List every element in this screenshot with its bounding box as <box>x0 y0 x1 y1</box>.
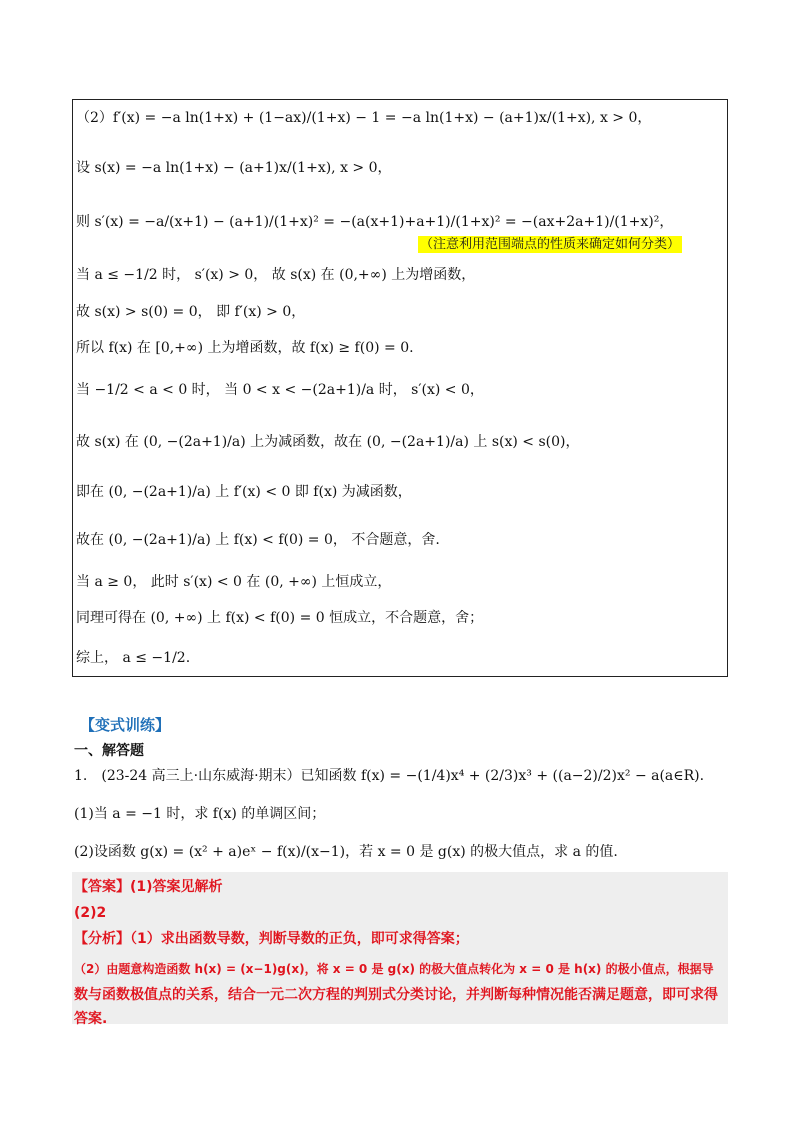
solution-line-13: 综上， a ≤ −1/2. <box>76 650 191 666</box>
analysis-line-2: （2）由题意构造函数 h(x) = (x−1)g(x)，将 x = 0 是 g(x) 的极大值点转化为 x = 0 是 h(x) 的极小值点，根据导 <box>74 962 714 976</box>
solution-line-9: 即在 (0, −(2a+1)/a) 上 f′(x) < 0 即 f(x) 为减函数， <box>76 484 412 500</box>
solution-line-3-text: 则 s′(x) = −a/(x+1) − (a+1)/(1+x)² = −(a(x+1)+a+1)/(1+x)² = −(ax+2a+1)/(1+x)²， <box>76 214 674 230</box>
analysis-line-1: 【分析】（1）求出函数导数，判断导数的正负，即可求得答案； <box>74 931 469 947</box>
variation-title: 【变式训练】 <box>80 716 171 734</box>
question-part-1: (1)当 a = −1 时，求 f(x) 的单调区间； <box>74 806 326 822</box>
solution-line-7: 当 −1/2 < a < 0 时， 当 0 < x < −(2a+1)/a 时， s′(x) < 0， <box>76 382 484 398</box>
solution-line-8: 故 s(x) 在 (0, −(2a+1)/a) 上为减函数，故在 (0, −(2a+1)/a) 上 s(x) < s(0)， <box>76 434 580 450</box>
question-stem: 1. (23-24 高三上·山东威海·期末）已知函数 f(x) = −(1/4)x⁴ + (2/3)x³ + ((a−2)/2)x² − a(a∈R). <box>74 768 705 784</box>
answer-line-1: 【答案】(1)答案见解析 <box>74 879 223 895</box>
solution-line-1: （2）f′(x) = −a ln(1+x) + (1−ax)/(1+x) − 1 = −a ln(1+x) − (a+1)x/(1+x), x > 0， <box>76 110 652 126</box>
analysis-line-4: 答案. <box>74 1011 108 1027</box>
highlight-note <box>418 234 682 255</box>
solution-line-3 <box>76 212 673 232</box>
highlight-note-text: （注意利用范围端点的性质来确定如何分类） <box>420 237 681 252</box>
analysis-line-3: 数与函数极值点的关系，结合一元二次方程的判别式分类讨论，并判断每种情况能否满足题意，即可求得 <box>74 987 718 1003</box>
solution-line-5: 故 s(x) > s(0) = 0， 即 f′(x) > 0， <box>76 304 306 320</box>
solution-line-10: 故在 (0, −(2a+1)/a) 上 f(x) < f(0) = 0， 不合题意，舍. <box>76 532 440 548</box>
answer-line-2: (2)2 <box>74 905 107 921</box>
solution-line-11: 当 a ≥ 0， 此时 s′(x) < 0 在 (0, +∞) 上恒成立， <box>76 574 392 590</box>
solution-line-4: 当 a ≤ −1/2 时， s′(x) > 0， 故 s(x) 在 (0,+∞) 上为增函数， <box>76 267 476 283</box>
solution-line-12: 同理可得在 (0, +∞) 上 f(x) < f(0) = 0 恒成立，不合题意，舍； <box>76 610 484 626</box>
solution-line-6: 所以 f(x) 在 [0,+∞) 上为增函数，故 f(x) ≥ f(0) = 0. <box>76 340 414 356</box>
solution-line-2: 设 s(x) = −a ln(1+x) − (a+1)x/(1+x), x > 0， <box>76 160 392 176</box>
section-heading: 一、解答题 <box>74 743 144 759</box>
question-part-2: (2)设函数 g(x) = (x² + a)eˣ − f(x)/(x−1)，若 x = 0 是 g(x) 的极大值点，求 a 的值. <box>74 844 618 860</box>
